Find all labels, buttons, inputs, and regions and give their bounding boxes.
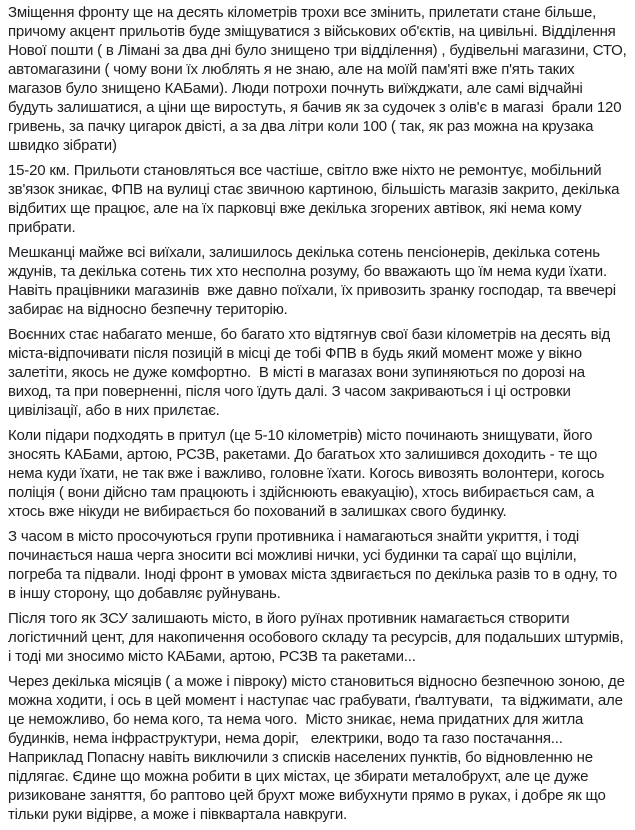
post-paragraph: З часом в місто просочуються групи противника і намагаються знайти укриття, і тоді починається наша черга зносити всі можливі нички, усі будинки та сараї що вціліли, погреба та підвали. Іноді фронт в умовах міста здвигається по декілька разів то в одну, то в іншу сторону, що добавляє руйнувань. <box>8 528 622 602</box>
post-paragraph: Після того як ЗСУ залишають місто, в його руїнах противник намагається створити логістичний цент, для накопичення особового складу та ресурсів, для подальших штурмів, і тоді ми зносимо місто КАБами, артою, РСЗВ та ракетами... <box>8 610 628 665</box>
post-paragraph: 15-20 км. Прильоти становляться все частіше, світло вже ніхто не ремонтує, мобільний зв'язок зникає, ФПВ на вулиці стає звичною картиною, більшість магазів закрито, декілька відбитих ще працює, але на їх парковці вже декілька згорених автівок, які нема кому прибрати. <box>8 162 624 236</box>
post-paragraph: Через декілька місяців ( а може і півроку) місто становиться відносно безпечною зоною, де можна ходити, і ось в цей момент і наступає час грабувати, ґвалтувати, та віджимати, але це неможливо, бо нема кого, та нема чого. Місто зникає, нема придатних для житла будинків, нема інфраструктури, нема доріг, електрики, водо та газо постачання... Наприклад Попасну навіть виключили з списків населених пунктів, бо відновленню не підлягає. Єдине що можна робити в цих містах, це збирати металобрухт, але це дуже ризиковане заняття, бо раптово цей брухт може вибухнути прямо в руках, і добре як що тільки руки відірве, а може і півквартала навкруги. <box>8 673 629 823</box>
post-paragraph: Зміщення фронту ще на десять кілометрів трохи все змінить, прилетати стане більше, причому акцент прильотів буде зміщуватися з військових об'єктів, на цивільні. Відділення Нової пошти ( в Лімані за два дні було знищено три відділення) , будівельні магазини, СТО, автомагазини ( чому вони їх люблять я не знаю, але на моїй пам'яті вже п'ять таких магазов було знищено КАБами). Люди потрохи почнуть виїжджати, але самі відчайні будуть залишатися, а ціни ще виростуть, я бачив як за судочек з олів'є в магазі брали 120 гривень, за пачку цигарок двісті, а за два літри коли 100 ( так, як раз можна на крузака швидко зібрати) <box>8 4 631 154</box>
post-paragraph: Коли підари подходять в притул (це 5-10 кілометрів) місто починають знищувати, його зносять КАБами, артою, РСЗВ, ракетами. До багатьох хто залишився доходить - те що нема куди їхати, не так вже і важливо, головне їхати. Когось вивозять волонтери, когось поліція ( вони дійсно там працюють і здійснюють евакуацію), хтось вибирається сам, а хтось вже нікуди не вибирається бо похований в залишках свого будинку. <box>8 427 609 520</box>
post-paragraph: Воєнних стає набагато менше, бо багато хто відтягнув свої бази кілометрів на десять від міста-відпочивати після позицій в місці де тобі ФПВ в будь який момент може у вікно залетіти, якось не дуже комфортно. В місті в магазах вони зупиняються по дорозі на виход, та при поверненні, після чого їдуть далі. З часом закриваються і ці островки цивілізації, або в них прилєтає. <box>8 326 615 419</box>
post-paragraph: Мешканці майже всі виїхали, залишилось декілька сотень пенсіонерів, декілька сотень ждунів, та декілька сотень тих хто несполна розуму, бо вважають що їм нема куди їхати. Навіть працівники магазинів вже давно поїхали, їх привозить зранку господар, та ввечері забирає на відносно безпечну територію. <box>8 244 620 318</box>
